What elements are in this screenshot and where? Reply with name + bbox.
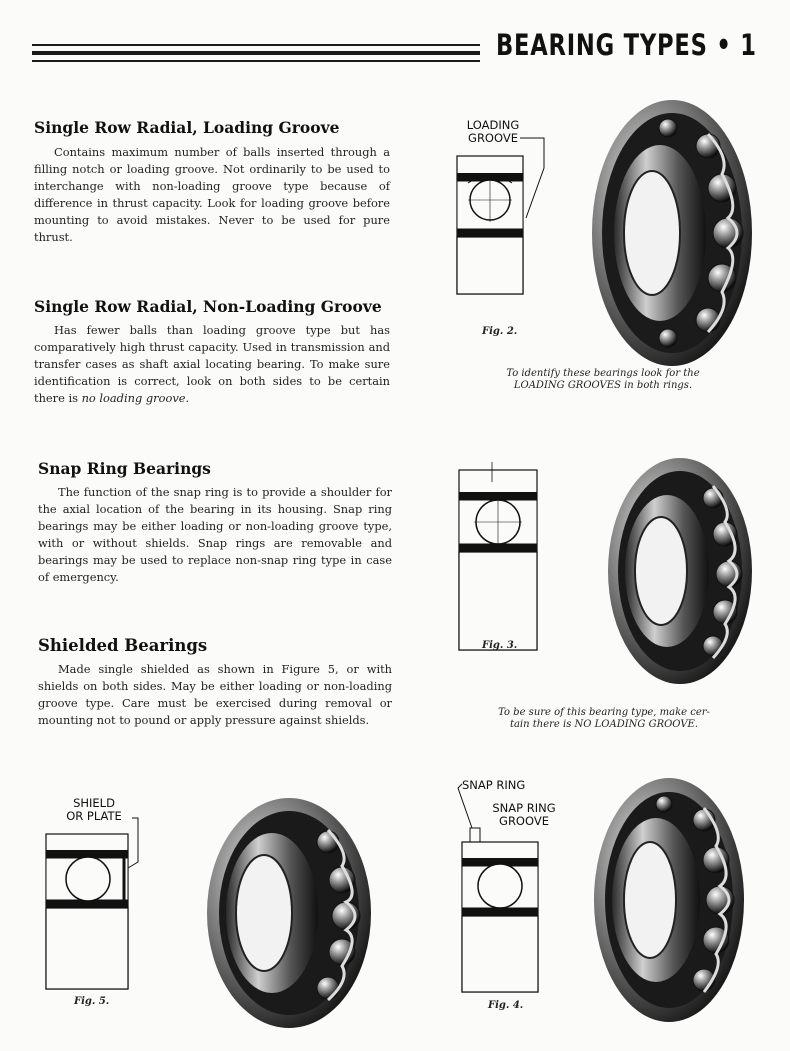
fig2-label: Fig. 2. <box>482 326 518 337</box>
heading-single-row-loading-groove: Single Row Radial, Loading Groove <box>34 118 340 137</box>
text-shielded-bearings: Made single shielded as shown in Figure 5, or with shields on both sides. May be either loading or non-loading groove type. Care must be exercised during removal or mounting not to pound or apply pressure against shields. <box>38 662 392 727</box>
fig3-caption-line2: tain there is NO LOADING GROOVE. <box>509 719 699 730</box>
fig2-cross-section <box>452 128 552 298</box>
text-single-row-loading-groove: Contains maximum number of balls inserted through a filling notch or loading groove. Not ordinarily to be used to interchange with non-loading groove type because of difference in thrust capacity. Look for loading groove before mounting to avoid mistakes. Never to be used for pure thrust. <box>34 145 390 244</box>
fig5-label: Fig. 5. <box>74 996 110 1007</box>
header-rule-top <box>32 44 480 46</box>
fig2-caption-line2: LOADING GROOVES in both rings. <box>513 380 693 391</box>
fig5-bearing-photo <box>204 796 374 1031</box>
fig3-bearing-photo <box>605 456 755 686</box>
fig2-caption <box>478 368 728 392</box>
fig5-callout-line2: OR PLATE <box>66 809 122 823</box>
fig2-bearing-photo <box>590 98 755 368</box>
heading-single-row-non-loading-groove: Single Row Radial, Non-Loading Groove <box>34 297 382 316</box>
fig2-callout-line2: GROOVE <box>468 131 518 145</box>
fig4-cross-section <box>450 780 550 995</box>
header-rule-mid <box>32 51 480 55</box>
fig3-caption-line1: To be sure of this bearing type, make cer- <box>498 707 710 718</box>
text-non-loading-main: Has fewer balls than loading groove type but has comparatively high thrust capacity. Used in transmission and transfer cases as shaft axial locating bearing. To make sure identification is correct, look on both sides to be certain there is <box>34 323 390 405</box>
fig5-cross-section <box>40 809 150 992</box>
fig2-caption-line1: To identify these bearings look for the <box>506 368 700 379</box>
fig2-callout-line1: LOADING <box>466 118 520 132</box>
fig3-caption <box>470 707 738 731</box>
fig5-callout-line1: SHIELD <box>73 796 115 810</box>
page-title: BEARING TYPES • 1 <box>496 28 757 62</box>
text-single-row-non-loading-groove <box>34 322 390 407</box>
heading-shielded-bearings: Shielded Bearings <box>38 636 208 655</box>
fig4-callout-b1: SNAP RING <box>492 801 556 815</box>
fig4-callout-b2: GROOVE <box>499 814 549 828</box>
fig4-callout-snap-ring: SNAP RING <box>462 778 526 792</box>
fig3-cross-section <box>454 462 544 652</box>
fig4-label: Fig. 4. <box>488 1000 524 1011</box>
header-rule-bottom <box>32 60 480 62</box>
fig3-label: Fig. 3. <box>482 640 518 651</box>
text-non-loading-emphasis: no loading groove. <box>81 391 190 405</box>
heading-snap-ring-bearings: Snap Ring Bearings <box>38 459 211 478</box>
text-snap-ring-bearings: The function of the snap ring is to provide a shoulder for the axial location of the bearing in its housing. Snap ring bearings may be either loading or non-loading groove type, with or without shields. Snap rings are removable and bearings may be used to replace non-snap ring type in case of emergency. <box>38 485 392 584</box>
fig4-bearing-photo <box>592 776 747 1026</box>
